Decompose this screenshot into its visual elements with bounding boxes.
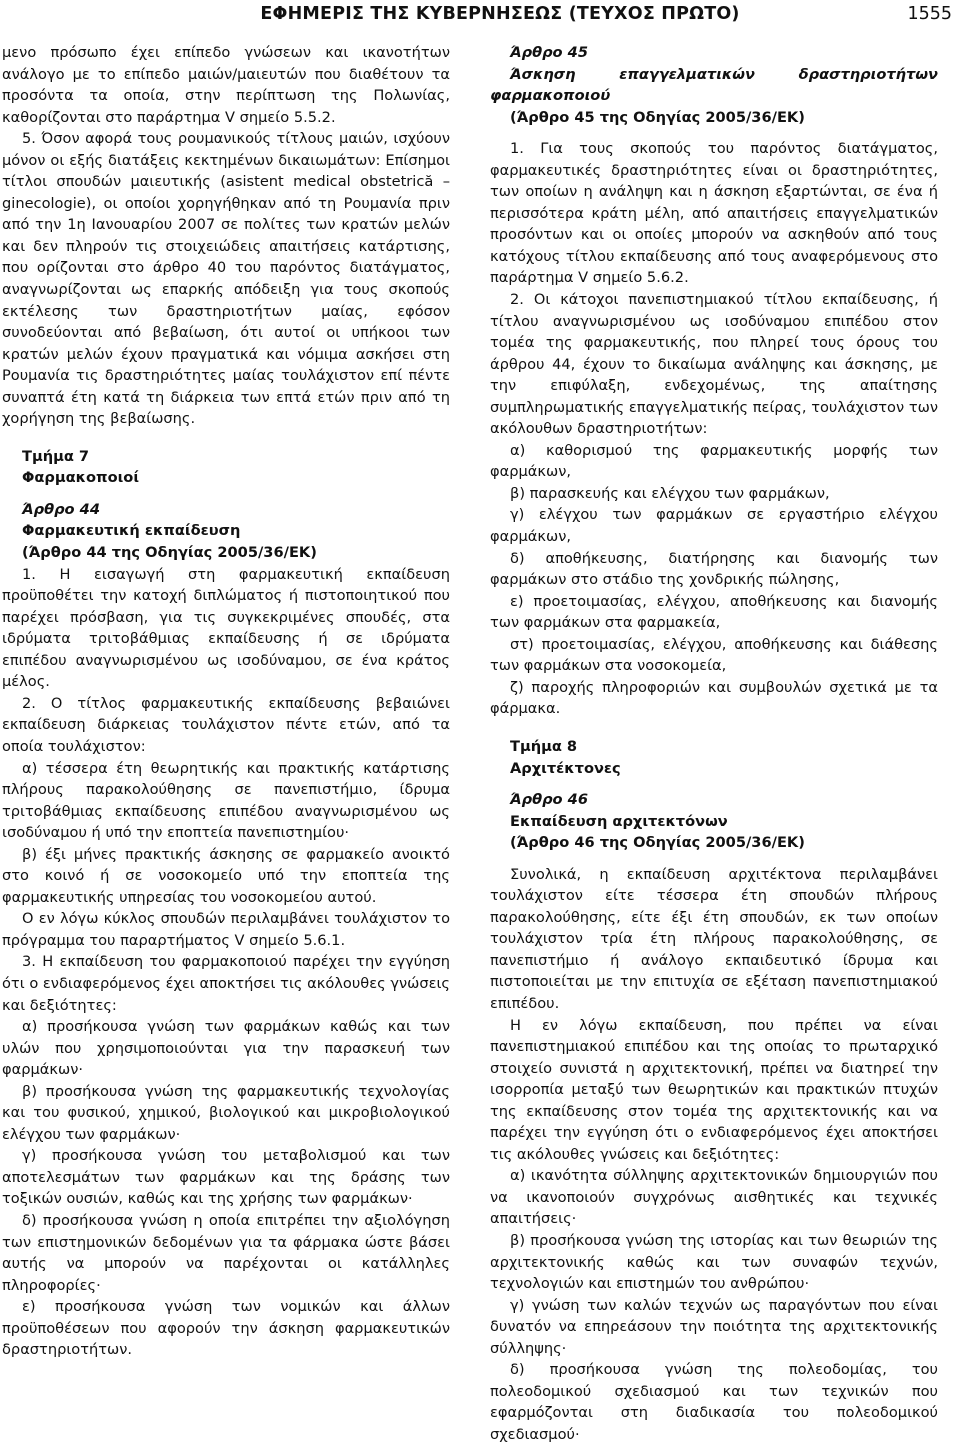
paragraph: γ) ελέγχου των φαρμάκων σε εργαστήριο ελέγχου φαρμάκων,: [490, 506, 938, 546]
article-title: Φαρμακευτική εκπαίδευση: [22, 522, 241, 540]
right-column: [490, 42, 938, 1445]
article-reference: (Άρθρο 45 της Οδηγίας 2005/36/ΕΚ): [510, 108, 805, 126]
paragraph: ζ) παροχής πληροφοριών και συμβουλών σχετικά με τα φάρμακα.: [490, 678, 938, 718]
article-label: Άρθρο 44: [22, 500, 100, 518]
paragraph: β) έξι μήνες πρακτικής άσκησης σε φαρμακείο ανοικτό στο κοινό ή σε νοσοκομείο υπό την εποπτεία της φαρμακευτικής υπηρεσίας του νοσοκομείου αυτού.: [2, 845, 450, 906]
article-reference: (Άρθρο 46 της Οδηγίας 2005/36/ΕΚ): [510, 834, 805, 852]
paragraph: γ) προσήκουσα γνώση του μεταβολισμού και των αποτελεσμάτων των φαρμάκων και της δράσης των τοξικών ουσιών, καθώς και της χρήσης των φαρμάκων·: [2, 1147, 450, 1208]
paragraph: β) προσήκουσα γνώση της φαρμακευτικής τεχνολογίας και του φυσικού, χημικού, βιολογικού και μικροβιολογικού ελέγχου των φαρμάκων·: [2, 1082, 450, 1143]
paragraph: στ) προετοιμασίας, ελέγχου, αποθήκευσης και διάθεσης των φαρμάκων στα νοσοκομεία,: [490, 635, 938, 675]
paragraph: Η εν λόγω εκπαίδευση, που πρέπει να είναι πανεπιστημιακού επιπέδου και της οποίας το πρωταρχικό στοιχείο συνιστά η αρχιτεκτονική, πρέπει να διατηρεί την ισορροπία μεταξύ των θεωρητικών και πρακτικών πτυχών της εκπαίδευσης στον τομέα της αρχιτεκτονικής και να παρέχει την εγγύηση ότι ο ενδιαφερόμενος έχει αποκτήσει τις ακόλουθες γνώσεις και δεξιότητες:: [490, 1016, 938, 1163]
page-number: 1555: [907, 4, 952, 24]
page-header: [0, 0, 960, 34]
paragraph: 1. Για τους σκοπούς του παρόντος διατάγματος, φαρμακευτικές δραστηριότητες είναι οι δραστηριότητες, των οποίων η ανάληψη και η άσκηση εξαρτώνται, σε ένα ή περισσότερα κράτη μέλη, από απαιτήσεις επαγγελματικών προσόντων και οι οποίες μπορούν να ασκηθούν από τους κατόχους τίτλου εκπαίδευσης από τους αναφερόμενους στο παράρτημα V σημείο 5.6.2.: [490, 140, 938, 287]
paragraph: 3. Η εκπαίδευση του φαρμακοποιού παρέχει την εγγύηση ότι ο ενδιαφερόμενος έχει αποκτήσει τις ακόλουθες γνώσεις και δεξιότητες:: [2, 953, 450, 1014]
paragraph: α) τέσσερα έτη θεωρητικής και πρακτικής κατάρτισης πλήρους παρακολούθησης σε πανεπιστήμιο, ίδρυμα τριτοβάθμιας εκπαίδευσης επιπέδου αναγνωρισμένου ως ισοδύναμου ή υπό την εποπτεία πανεπιστημίου·: [2, 759, 450, 842]
gazette-title: ΕΦΗΜΕΡΙΣ ΤΗΣ ΚΥΒΕΡΝΗΣΕΩΣ (ΤΕΥΧΟΣ ΠΡΩΤΟ): [260, 4, 740, 24]
article-label: Άρθρο 46: [510, 791, 588, 809]
paragraph: ε) προσήκουσα γνώση των νομικών και άλλων προϋποθέσεων που αφορούν την άσκηση φαρμακευτικών δραστηριοτήτων.: [2, 1298, 450, 1359]
paragraph: δ) προσήκουσα γνώση η οποία επιτρέπει την αξιολόγηση των επιστημονικών δεδομένων για τα φάρμακα ώστε βάσει αυτής να μπορούν να παρέχονται οι κατάλληλες πληροφορίες·: [2, 1211, 450, 1294]
paragraph: Συνολικά, η εκπαίδευση αρχιτέκτονα περιλαμβάνει τουλάχιστον είτε τέσσερα έτη σπουδών πλήρους παρακολούθησης, είτε έξι έτη σπουδών, εκ των οποίων τουλάχιστον τρία έτη πλήρους παρακολούθησης, σε πανεπιστήμιο ή ανάλογο εκπαιδευτικό ίδρυμα και πιστοποιείται με την επιτυχία σε εξέταση πανεπιστημιακού επιπέδου.: [490, 865, 938, 1012]
article-reference: (Άρθρο 44 της Οδηγίας 2005/36/ΕΚ): [22, 544, 317, 562]
paragraph: δ) αποθήκευσης, διατήρησης και διανομής των φαρμάκων στο στάδιο της χονδρικής πώλησης,: [490, 549, 938, 589]
paragraph: ε) προετοιμασίας, ελέγχου, αποθήκευσης και διανομής των φαρμάκων στα φαρμακεία,: [490, 592, 938, 632]
paragraph: Ο εν λόγω κύκλος σπουδών περιλαμβάνει τουλάχιστον το πρόγραμμα του παραρτήματος V σημείο 5.6.1.: [2, 910, 450, 949]
section-label: Τμήμα 7: [22, 447, 90, 465]
section-label: Τμήμα 8: [510, 737, 578, 755]
paragraph: 5. Όσον αφορά τους ρουμανικούς τίτλους μαιών, ισχύουν μόνον οι εξής διατάξεις κεκτημένων δικαιωμάτων: Επίσημοι τίτλοι σπουδών μαιευτικής (asistent medical obstetrică – ginecologie), οι οποίοι χορηγήθηκαν από τη Ρουμανία πριν από την 1η Ιανουαρίου 2007 σε πολίτες των κρατών μελών και δεν πληρούν τις στοιχειώδεις απαιτήσεις κατάρτισης, που ορίζονται στο άρθρο 40 του παρόντος διατάγματος, αναγνωρίζονται ως επαρκής απόδειξη για τους σκοπούς εκτέλεσης των δραστηριοτήτων μαίας, εφόσον συνοδεύονται από βεβαίωση, ότι αυτοί οι υπήκοοι των κρατών μελών έχουν πραγματικά και νόμιμα ασκήσει στη Ρουμανία τις δραστηριότητες μαίας τουλάχιστον επί πέντε συναπτά έτη κατά τη διάρκεια των επτά ετών πριν από τη χορήγηση της βεβαίωσης.: [2, 130, 450, 428]
section-title: Αρχιτέκτονες: [510, 759, 621, 777]
paragraph: 2. Οι κάτοχοι πανεπιστημιακού τίτλου εκπαίδευσης, ή τίτλου αναγνωρισμένου ως ισοδύναμου επιπέδου στον τομέα της φαρμακευτικής, που πληρεί τους όρους του άρθρου 44, έχουν το δικαίωμα ανάληψης και άσκησης, με την επιφύλαξη, ενδεχομένως, της απαίτησης συμπληρωματικής επαγγελματικής πείρας, τουλάχιστον των ακόλουθων δραστηριοτήτων:: [490, 291, 938, 438]
paragraph: β) προσήκουσα γνώση της ιστορίας και των θεωριών της αρχιτεκτονικής καθώς και των συναφών τεχνών, τεχνολογιών και επιστημών του ανθρώπου·: [490, 1231, 938, 1293]
paragraph: 1. Η εισαγωγή στη φαρμακευτική εκπαίδευση προϋποθέτει την κατοχή διπλώματος ή πιστοποιητικού που παρέχει πρόσβαση, για τις συγκεκριμένες σπουδές, στα ιδρύματα τριτοβάθμιας εκπαίδευσης ή σε ιδρύματα επιπέδου αναγνωρισμένου ως ισοδύναμου, σε ένα κράτος μέλος.: [2, 565, 450, 691]
article-title: Εκπαίδευση αρχιτεκτόνων: [510, 812, 728, 830]
paragraph: 2. Ο τίτλος φαρμακευτικής εκπαίδευσης βεβαιώνει εκπαίδευση διάρκειας τουλάχιστον πέντε ετών, από τα οποία τουλάχιστον:: [2, 694, 450, 755]
paragraph: α) καθορισμού της φαρμακευτικής μορφής των φαρμάκων,: [490, 441, 938, 481]
paragraph: β) παρασκευής και ελέγχου των φαρμάκων,: [510, 484, 830, 502]
paragraph: α) ικανότητα σύλληψης αρχιτεκτονικών δημιουργιών που να ικανοποιούν συγχρόνως αισθητικές και τεχνικές απαιτήσεις·: [490, 1167, 938, 1228]
article-label: Άρθρο 45: [510, 44, 588, 61]
left-column: [2, 42, 450, 1361]
paragraph: α) προσήκουσα γνώση των φαρμάκων καθώς και των υλών που χρησιμοποιούνται για την παρασκευή των φαρμάκων·: [2, 1018, 450, 1079]
paragraph: δ) προσήκουσα γνώση της πολεοδομίας, του πολεοδομικού σχεδιασμού και των τεχνικών που εφαρμόζονται στη διαδικασία του πολεοδομικού σχεδιασμού·: [490, 1361, 938, 1443]
section-title: Φαρμακοποιοί: [22, 469, 140, 487]
article-title: Άσκηση επαγγελματικών δραστηριοτήτων φαρμακοποιού: [490, 65, 938, 105]
paragraph: μενο πρόσωπο έχει επίπεδο γνώσεων και ικανοτήτων ανάλογο με το επίπεδο μαιών/μαιευτών που διαθέτουν τα προσόντα τα οποία, στην περίπτωση της Πολωνίας, καθορίζονται στο παράρτημα V σημείο 5.5.2.: [2, 44, 450, 126]
paragraph: γ) γνώση των καλών τεχνών ως παραγόντων που είναι δυνατόν να επηρεάσουν την ποιότητα της αρχιτεκτονικής σύλληψης·: [490, 1296, 938, 1357]
